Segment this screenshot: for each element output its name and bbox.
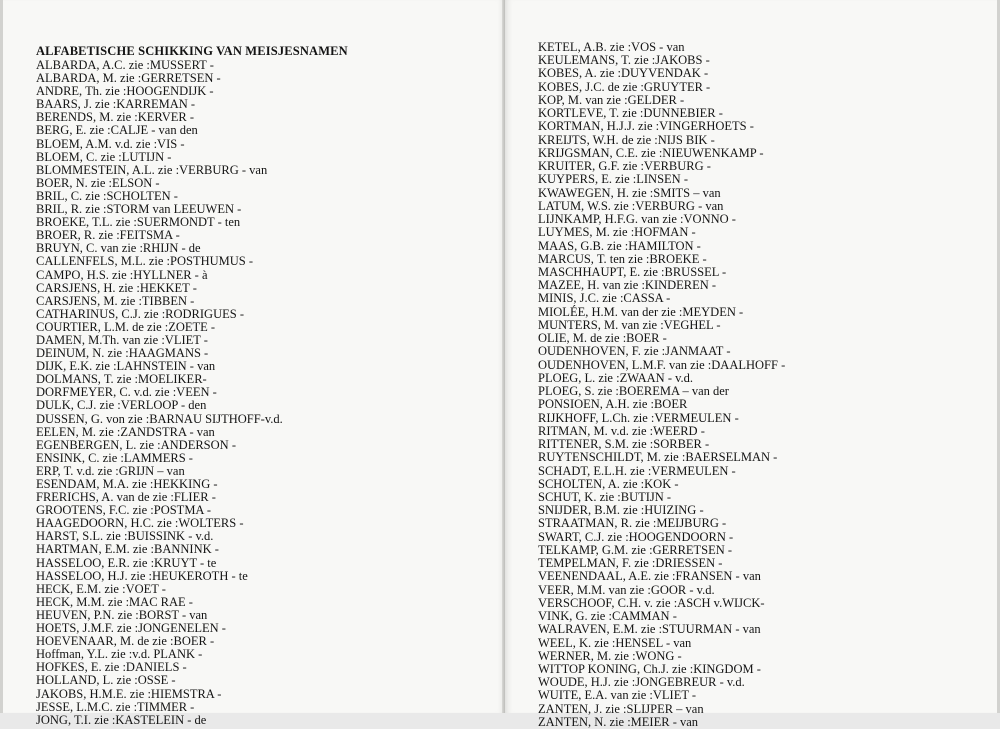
index-entry: ALBARDA, M. zie :GERRETSEN - xyxy=(36,71,221,86)
right-page xyxy=(505,0,1000,729)
index-entry: RIJKHOFF, L.Ch. zie :VERMEULEN - xyxy=(538,410,739,425)
index-entry: WOUDE, H.J. zie :JONGEBREUR - v.d. xyxy=(538,675,745,690)
index-entry: KREIJTS, W.H. de zie :NIJS BIK - xyxy=(538,132,715,147)
index-entry: BLOEM, A.M. v.d. zie :VIS - xyxy=(36,136,185,151)
index-entry: BLOEM, C. zie :LUTIJN - xyxy=(36,149,172,164)
index-entry: MUNTERS, M. van zie :VEGHEL - xyxy=(538,317,721,332)
name-index-list-right xyxy=(538,41,785,729)
index-entry: SCHUT, K. zie :BUTIJN - xyxy=(538,489,672,504)
index-entry: WALRAVEN, E.M. zie :STUURMAN - van xyxy=(538,622,761,637)
index-entry: DAMEN, M.Th. van zie :VLIET - xyxy=(36,332,208,347)
right-column xyxy=(538,41,785,729)
index-entry: HOFKES, E. zie :DANIELS - xyxy=(36,660,187,675)
index-entry: LATUM, W.S. zie :VERBURG - van xyxy=(538,198,724,213)
index-entry: SNIJDER, B.M. zie :HUIZING - xyxy=(538,503,704,518)
index-entry: LUYMES, M. zie :HOFMAN - xyxy=(538,225,696,240)
index-entry: JONG, T.I. zie :KASTELEIN - de xyxy=(36,712,207,727)
index-entry: BOER, N. zie :ELSON - xyxy=(36,175,160,190)
index-entry: HASSELOO, H.J. zie :HEUKEROTH - te xyxy=(36,568,248,583)
index-entry: MINIS, J.C. zie :CASSA - xyxy=(538,291,671,306)
index-entry: HAAGEDOORN, H.C. zie :WOLTERS - xyxy=(36,516,244,531)
index-entry: CALLENFELS, M.L. zie :POSTHUMUS - xyxy=(36,254,254,269)
name-index-list-left xyxy=(36,59,348,727)
index-entry: DORFMEYER, C. v.d. zie :VEEN - xyxy=(36,385,217,400)
index-entry: TELKAMP, G.M. zie :GERRETSEN - xyxy=(538,542,733,557)
index-entry: KETEL, A.B. zie :VOS - van xyxy=(538,40,685,54)
index-entry: HOEVENAAR, M. de zie :BOER - xyxy=(36,634,215,649)
index-entry: RITMAN, M. v.d. zie :WEERD - xyxy=(538,423,705,438)
index-entry: DIJK, E.K. zie :LAHNSTEIN - van xyxy=(36,359,216,374)
index-entry: TEMPELMAN, F. zie :DRIESSEN - xyxy=(538,556,723,571)
index-entry: HASSELOO, E.R. zie :KRUYT - te xyxy=(36,555,217,570)
index-entry: BRIL, C. zie :SCHOLTEN - xyxy=(36,188,178,203)
index-entry: ZANTEN, N. zie :MEIER - van xyxy=(538,714,699,729)
index-entry: MARCUS, T. ten zie :BROEKE - xyxy=(538,251,707,266)
index-entry: KRUITER, G.F. zie :VERBURG - xyxy=(538,159,711,174)
left-column xyxy=(36,44,348,727)
index-entry: ERP, T. v.d. zie :GRIJN – van xyxy=(36,463,185,478)
index-entry: BERENDS, M. zie :KERVER - xyxy=(36,110,195,125)
index-entry: GROOTENS, F.C. zie :POSTMA - xyxy=(36,503,212,518)
index-entry: BRUYN, C. van zie :RHIJN - de xyxy=(36,241,201,256)
index-entry: MIOLÉE, H.M. van der zie :MEYDEN - xyxy=(538,304,744,319)
index-entry: OUDENHOVEN, F. zie :JANMAAT - xyxy=(538,344,731,359)
index-entry: CARSJENS, M. zie :TIBBEN - xyxy=(36,293,195,308)
index-entry: HEUVEN, P.N. zie :BORST - van xyxy=(36,607,208,622)
index-entry: JAKOBS, H.M.E. zie :HIEMSTRA - xyxy=(36,686,222,701)
index-entry: ESENDAM, M.A. zie :HEKKING - xyxy=(36,477,218,491)
index-entry: BERG, E. zie :CALJE - van den xyxy=(36,123,198,138)
index-entry: EGENBERGEN, L. zie :ANDERSON - xyxy=(36,437,236,452)
index-entry: CARSJENS, H. zie :HEKKET - xyxy=(36,280,197,295)
index-entry: EELEN, M. zie :ZANDSTRA - van xyxy=(36,424,215,439)
index-entry: HOLLAND, L. zie :OSSE - xyxy=(36,673,176,688)
index-entry: SCHOLTEN, A. zie :KOK - xyxy=(538,476,679,491)
index-entry: KOBES, A. zie :DUYVENDAK - xyxy=(538,66,709,81)
index-entry: LIJNKAMP, H.F.G. van zie :VONNO - xyxy=(538,212,736,227)
index-entry: BRIL, R. zie :STORM van LEEUWEN - xyxy=(36,202,242,217)
index-entry: VEER, M.M. van zie :GOOR - v.d. xyxy=(538,582,715,597)
index-entry: PLOEG, L. zie :ZWAAN - v.d. xyxy=(538,370,694,385)
index-entry: DOLMANS, T. zie :MOELIKER- xyxy=(36,372,207,387)
index-entry: SCHADT, E.L.H. zie :VERMEULEN - xyxy=(538,463,736,478)
index-entry: WITTOP KONING, Ch.J. zie :KINGDOM - xyxy=(538,662,761,677)
index-entry: OUDENHOVEN, L.M.F. van zie :DAALHOFF - xyxy=(538,357,786,372)
index-entry: PONSIOEN, A.H. zie :BOER xyxy=(538,397,688,412)
index-entry: PLOEG, S. zie :BOEREMA – van der xyxy=(538,384,729,399)
index-entry: KORTMAN, H.J.J. zie :VINGERHOETS - xyxy=(538,119,754,134)
index-entry: VERSCHOOF, C.H. v. zie :ASCH v.WIJCK- xyxy=(538,595,765,610)
index-entry: MASCHHAUPT, E. zie :BRUSSEL - xyxy=(538,264,727,279)
index-entry: ANDRE, Th. zie :HOOGENDIJK - xyxy=(36,84,214,99)
index-entry: DEINUM, N. zie :HAAGMANS - xyxy=(36,346,209,361)
index-entry: WERNER, M. zie :WONG - xyxy=(538,648,682,663)
index-entry: BLOMMESTEIN, A.L. zie :VERBURG - van xyxy=(36,162,268,177)
index-entry: KRIJGSMAN, C.E. zie :NIEUWENKAMP - xyxy=(538,145,764,160)
index-entry: FRERICHS, A. van de zie :FLIER - xyxy=(36,490,216,505)
index-entry: BROEKE, T.L. zie :SUERMONDT - ten xyxy=(36,215,241,230)
index-entry: ENSINK, C. zie :LAMMERS - xyxy=(36,450,193,465)
index-entry: VINK, G. zie :CAMMAN - xyxy=(538,609,677,624)
index-entry: KWAWEGEN, H. zie :SMITS – van xyxy=(538,185,721,200)
index-entry: OLIE, M. de zie :BOER - xyxy=(538,331,667,346)
index-entry: KUYPERS, E. zie :LINSEN - xyxy=(538,172,688,187)
page-edge xyxy=(0,0,3,713)
index-entry: RUYTENSCHILDT, M. zie :BAERSELMAN - xyxy=(538,450,778,465)
index-entry: SWART, C.J. zie :HOOGENDOORN - xyxy=(538,529,734,544)
index-entry: BAARS, J. zie :KARREMAN - xyxy=(36,97,196,112)
index-entry: STRAATMAN, R. zie :MEIJBURG - xyxy=(538,516,727,531)
index-entry: WUITE, E.A. van zie :VLIET - xyxy=(538,688,697,703)
index-entry: ZANTEN, J. zie :SLIJPER – van xyxy=(538,701,704,716)
index-entry: KOBES, J.C. de zie :GRUYTER - xyxy=(538,79,711,94)
index-entry: MAAS, G.B. zie :HAMILTON - xyxy=(538,238,701,253)
index-entry: ALBARDA, A.C. zie :MUSSERT - xyxy=(36,58,214,72)
index-entry: COURTIER, L.M. de zie :ZOETE - xyxy=(36,319,216,334)
index-entry: KEULEMANS, T. zie :JAKOBS - xyxy=(538,53,710,68)
index-entry: HARST, S.L. zie :BUISSINK - v.d. xyxy=(36,529,214,544)
index-entry: BROER, R. zie :FEITSMA - xyxy=(36,228,180,243)
index-entry: HOETS, J.M.F. zie :JONGENELEN - xyxy=(36,621,226,636)
index-entry: HECK, E.M. zie :VOET - xyxy=(36,581,166,596)
index-entry: JESSE, L.M.C. zie :TIMMER - xyxy=(36,699,195,714)
page-heading: ALFABETISCHE SCHIKKING VAN MEISJESNAMEN xyxy=(36,44,348,58)
index-entry: HARTMAN, E.M. zie :BANNINK - xyxy=(36,542,219,557)
index-entry: Hoffman, Y.L. zie :v.d. PLANK - xyxy=(36,647,203,662)
index-entry: KORTLEVE, T. zie :DUNNEBIER - xyxy=(538,106,723,121)
index-entry: CATHARINUS, C.J. zie :RODRIGUES - xyxy=(36,306,244,321)
index-entry: DULK, C.J. zie :VERLOOP - den xyxy=(36,398,207,413)
index-entry: DUSSEN, G. von zie :BARNAU SIJTHOFF-v.d. xyxy=(36,411,283,426)
index-entry: RITTENER, S.M. zie :SORBER - xyxy=(538,437,710,452)
index-entry: HECK, M.M. zie :MAC RAE - xyxy=(36,594,193,609)
index-entry: WEEL, K. zie :HENSEL - van xyxy=(538,635,692,650)
index-entry: MAZEE, H. van zie :KINDEREN - xyxy=(538,278,717,293)
index-entry: CAMPO, H.S. zie :HYLLNER - à xyxy=(36,267,208,282)
index-entry: VEENENDAAL, A.E. zie :FRANSEN - van xyxy=(538,569,761,584)
index-entry: KOP, M. van zie :GELDER - xyxy=(538,92,685,107)
